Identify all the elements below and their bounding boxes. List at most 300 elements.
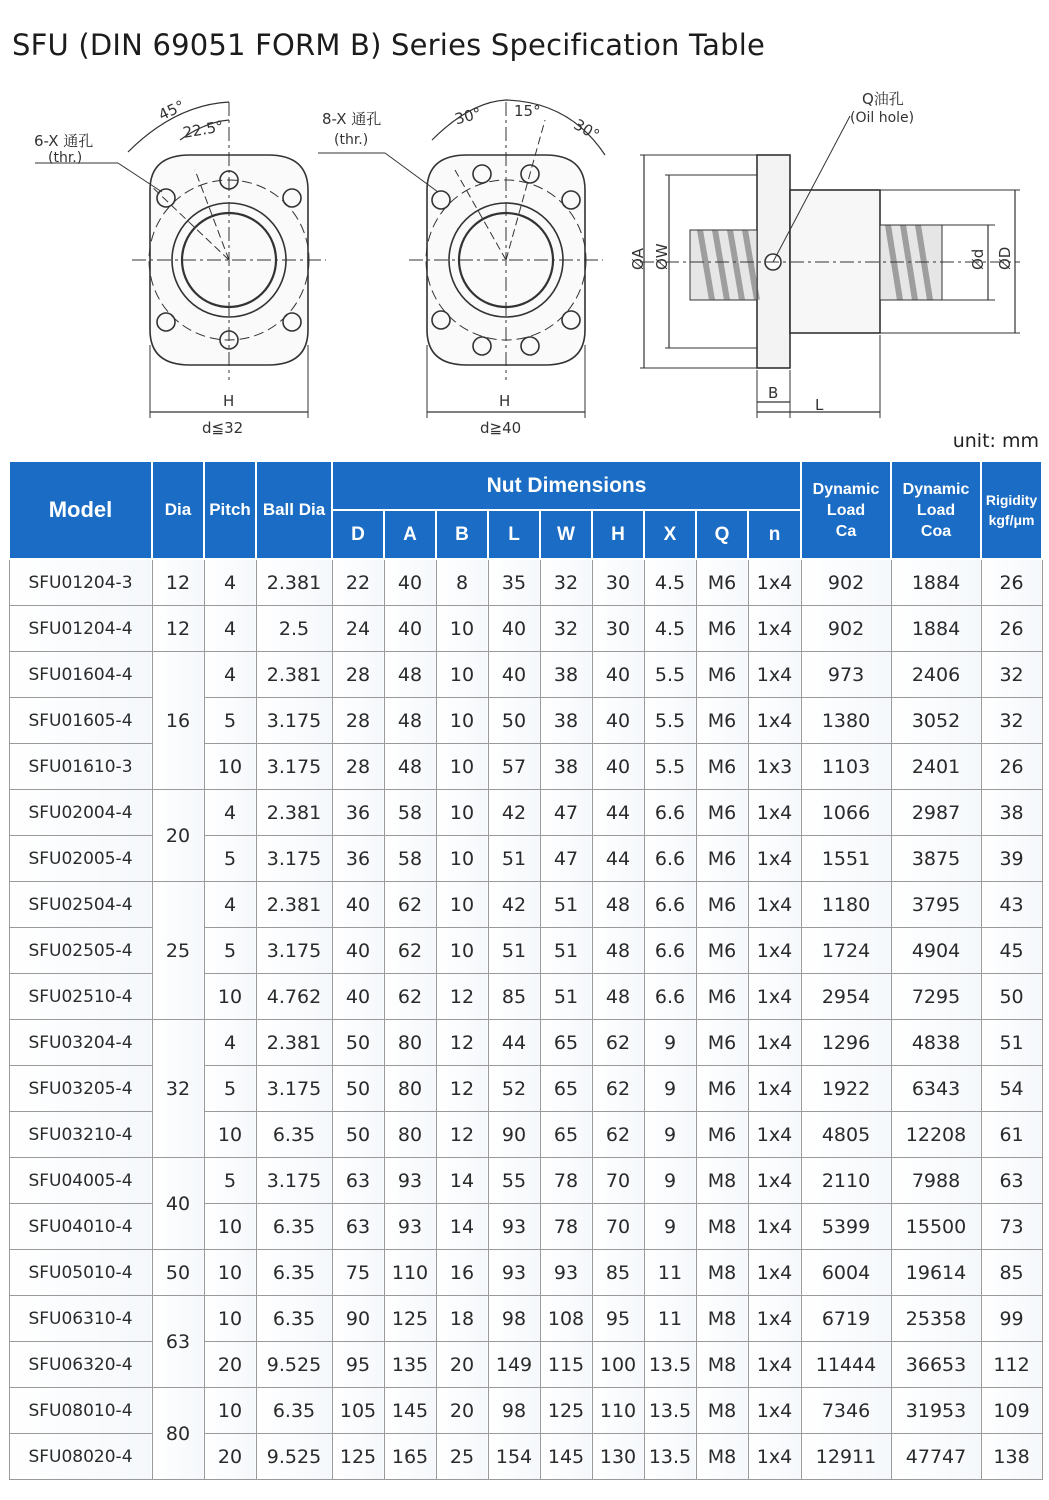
model-cell: SFU03205-4: [9, 1066, 152, 1112]
nut-n-cell: 1x4: [748, 1066, 801, 1112]
model-cell: SFU01604-4: [9, 652, 152, 698]
angle-label: 30°: [570, 115, 603, 145]
nut-a-cell: 135: [384, 1342, 436, 1388]
pitch-cell: 10: [204, 744, 256, 790]
nut-h-cell: 44: [592, 836, 644, 882]
dynamic-load-ca-cell: 902: [801, 559, 891, 606]
dia-cell: 20: [152, 790, 204, 882]
ball-dia-cell: 2.381: [256, 790, 332, 836]
pitch-cell: 10: [204, 1204, 256, 1250]
dia-cell: 63: [152, 1296, 204, 1388]
nut-w-cell: 125: [540, 1388, 592, 1434]
oil-hole-sub-label: (Oil hole): [850, 110, 915, 126]
dia-cell: 40: [152, 1158, 204, 1250]
nut-x-cell: 13.5: [644, 1342, 696, 1388]
condition-label: d≦32: [202, 419, 244, 437]
nut-q-cell: M8: [696, 1434, 748, 1480]
nut-b-cell: 12: [436, 1112, 488, 1158]
nut-h-cell: 48: [592, 928, 644, 974]
nut-l-cell: 52: [488, 1066, 540, 1112]
dynamic-load-coa-cell: 25358: [891, 1296, 981, 1342]
header-line: Dynamic: [812, 480, 880, 498]
nut-x-cell: 5.5: [644, 744, 696, 790]
dim-d-small-label: Ød: [969, 248, 987, 270]
dynamic-load-coa-cell: 2401: [891, 744, 981, 790]
dynamic-load-ca-cell: 6719: [801, 1296, 891, 1342]
nut-d-cell: 125: [332, 1434, 384, 1480]
nut-d-cell: 63: [332, 1158, 384, 1204]
table-row: [9, 652, 1042, 698]
nut-b-cell: 14: [436, 1158, 488, 1204]
width-label: H: [223, 392, 235, 410]
nut-a-cell: 40: [384, 606, 436, 652]
rigidity-cell: 99: [981, 1296, 1042, 1342]
dynamic-load-coa-cell: 2987: [891, 790, 981, 836]
nut-q-cell: M8: [696, 1158, 748, 1204]
ball-dia-cell: 6.35: [256, 1204, 332, 1250]
nut-h-cell: 62: [592, 1112, 644, 1158]
rigidity-cell: 38: [981, 790, 1042, 836]
nut-l-cell: 98: [488, 1296, 540, 1342]
pitch-cell: 5: [204, 1066, 256, 1112]
nut-w-cell: 145: [540, 1434, 592, 1480]
model-cell: SFU04010-4: [9, 1204, 152, 1250]
dia-cell: 12: [152, 606, 204, 652]
dynamic-load-ca-cell: 12911: [801, 1434, 891, 1480]
nut-q-cell: M6: [696, 1112, 748, 1158]
pitch-cell: 5: [204, 928, 256, 974]
nut-x-cell: 9: [644, 1066, 696, 1112]
nut-q-cell: M6: [696, 790, 748, 836]
rigidity-cell: 26: [981, 744, 1042, 790]
ball-dia-cell: 2.381: [256, 882, 332, 928]
nut-n-cell: 1x4: [748, 652, 801, 698]
nut-w-cell: 47: [540, 790, 592, 836]
nut-x-cell: 9: [644, 1204, 696, 1250]
header-nut-col: B: [436, 510, 488, 559]
model-cell: SFU02510-4: [9, 974, 152, 1020]
dia-cell: 80: [152, 1388, 204, 1480]
nut-n-cell: 1x4: [748, 836, 801, 882]
nut-w-cell: 108: [540, 1296, 592, 1342]
dynamic-load-coa-cell: 31953: [891, 1388, 981, 1434]
dynamic-load-coa-cell: 15500: [891, 1204, 981, 1250]
nut-q-cell: M6: [696, 882, 748, 928]
dynamic-load-ca-cell: 1296: [801, 1020, 891, 1066]
model-cell: SFU02004-4: [9, 790, 152, 836]
nut-h-cell: 110: [592, 1388, 644, 1434]
header-line: Dynamic: [902, 480, 970, 498]
rigidity-cell: 26: [981, 559, 1042, 606]
nut-q-cell: M6: [696, 1066, 748, 1112]
nut-h-cell: 70: [592, 1204, 644, 1250]
header-nut-col: D: [332, 510, 384, 559]
dia-cell: 50: [152, 1250, 204, 1296]
header-line: kgf/μm: [988, 512, 1035, 528]
pitch-cell: 4: [204, 790, 256, 836]
header-line: Rigidity: [985, 492, 1038, 508]
rigidity-cell: 50: [981, 974, 1042, 1020]
pitch-cell: 5: [204, 836, 256, 882]
nut-b-cell: 20: [436, 1342, 488, 1388]
model-cell: SFU03210-4: [9, 1112, 152, 1158]
pitch-cell: 20: [204, 1342, 256, 1388]
nut-a-cell: 125: [384, 1296, 436, 1342]
ball-dia-cell: 6.35: [256, 1296, 332, 1342]
nut-n-cell: 1x4: [748, 928, 801, 974]
nut-h-cell: 40: [592, 698, 644, 744]
rigidity-cell: 112: [981, 1342, 1042, 1388]
nut-b-cell: 18: [436, 1296, 488, 1342]
nut-d-cell: 28: [332, 652, 384, 698]
nut-d-cell: 36: [332, 836, 384, 882]
nut-d-cell: 40: [332, 928, 384, 974]
nut-x-cell: 9: [644, 1158, 696, 1204]
nut-x-cell: 11: [644, 1296, 696, 1342]
table-row: [9, 1020, 1042, 1066]
header-dynamic-load-coa: [891, 461, 981, 559]
nut-b-cell: 10: [436, 698, 488, 744]
rigidity-cell: 39: [981, 836, 1042, 882]
nut-h-cell: 48: [592, 882, 644, 928]
nut-a-cell: 62: [384, 974, 436, 1020]
dim-l-label: L: [815, 396, 824, 414]
nut-l-cell: 57: [488, 744, 540, 790]
dynamic-load-coa-cell: 4838: [891, 1020, 981, 1066]
rigidity-cell: 138: [981, 1434, 1042, 1480]
nut-l-cell: 98: [488, 1388, 540, 1434]
condition-label: d≧40: [480, 419, 522, 437]
nut-d-cell: 22: [332, 559, 384, 606]
header-model: Model: [9, 461, 152, 559]
pitch-cell: 20: [204, 1434, 256, 1480]
nut-q-cell: M6: [696, 606, 748, 652]
nut-n-cell: 1x4: [748, 1434, 801, 1480]
nut-a-cell: 48: [384, 744, 436, 790]
nut-b-cell: 10: [436, 928, 488, 974]
nut-l-cell: 154: [488, 1434, 540, 1480]
nut-w-cell: 51: [540, 928, 592, 974]
nut-q-cell: M6: [696, 928, 748, 974]
header-pitch: Pitch: [204, 461, 256, 559]
ball-dia-cell: 9.525: [256, 1342, 332, 1388]
angle-label: 30°: [452, 104, 484, 129]
dynamic-load-ca-cell: 11444: [801, 1342, 891, 1388]
nut-n-cell: 1x4: [748, 1296, 801, 1342]
nut-h-cell: 30: [592, 559, 644, 606]
nut-x-cell: 5.5: [644, 652, 696, 698]
nut-q-cell: M6: [696, 1020, 748, 1066]
nut-l-cell: 40: [488, 606, 540, 652]
nut-w-cell: 93: [540, 1250, 592, 1296]
nut-n-cell: 1x4: [748, 559, 801, 606]
nut-q-cell: M6: [696, 698, 748, 744]
nut-h-cell: 30: [592, 606, 644, 652]
nut-q-cell: M8: [696, 1296, 748, 1342]
pitch-cell: 4: [204, 606, 256, 652]
nut-x-cell: 6.6: [644, 974, 696, 1020]
nut-w-cell: 78: [540, 1204, 592, 1250]
rigidity-cell: 61: [981, 1112, 1042, 1158]
rigidity-cell: 73: [981, 1204, 1042, 1250]
ball-dia-cell: 3.175: [256, 1066, 332, 1112]
nut-w-cell: 38: [540, 698, 592, 744]
nut-w-cell: 32: [540, 559, 592, 606]
dynamic-load-coa-cell: 1884: [891, 606, 981, 652]
dim-b-label: B: [768, 384, 779, 402]
nut-l-cell: 42: [488, 882, 540, 928]
model-cell: SFU04005-4: [9, 1158, 152, 1204]
header-nut-col: n: [748, 510, 801, 559]
nut-l-cell: 42: [488, 790, 540, 836]
nut-w-cell: 51: [540, 882, 592, 928]
nut-n-cell: 1x4: [748, 790, 801, 836]
nut-l-cell: 44: [488, 1020, 540, 1066]
rigidity-cell: 51: [981, 1020, 1042, 1066]
dynamic-load-coa-cell: 7988: [891, 1158, 981, 1204]
nut-x-cell: 9: [644, 1112, 696, 1158]
angle-label: 22.5°: [181, 117, 225, 142]
nut-q-cell: M6: [696, 559, 748, 606]
model-cell: SFU01204-3: [9, 559, 152, 606]
nut-n-cell: 1x4: [748, 606, 801, 652]
nut-d-cell: 50: [332, 1066, 384, 1112]
dynamic-load-ca-cell: 1922: [801, 1066, 891, 1112]
ball-dia-cell: 3.175: [256, 836, 332, 882]
nut-q-cell: M8: [696, 1342, 748, 1388]
pitch-cell: 4: [204, 652, 256, 698]
table-row: [9, 1296, 1042, 1342]
header-dynamic-load-ca: [801, 461, 891, 559]
nut-x-cell: 13.5: [644, 1434, 696, 1480]
angle-label: 15°: [514, 102, 541, 120]
nut-n-cell: 1x3: [748, 744, 801, 790]
nut-x-cell: 6.6: [644, 928, 696, 974]
nut-l-cell: 51: [488, 836, 540, 882]
nut-a-cell: 48: [384, 698, 436, 744]
dynamic-load-coa-cell: 3052: [891, 698, 981, 744]
model-cell: SFU06310-4: [9, 1296, 152, 1342]
nut-q-cell: M6: [696, 744, 748, 790]
table-row: [9, 1250, 1042, 1296]
header-nut-col: H: [592, 510, 644, 559]
ball-dia-cell: 2.5: [256, 606, 332, 652]
pitch-cell: 10: [204, 1112, 256, 1158]
nut-side-view: [640, 116, 1020, 418]
nut-d-cell: 50: [332, 1112, 384, 1158]
nut-l-cell: 50: [488, 698, 540, 744]
nut-x-cell: 6.6: [644, 836, 696, 882]
nut-a-cell: 145: [384, 1388, 436, 1434]
table-row: [9, 559, 1042, 606]
nut-a-cell: 80: [384, 1112, 436, 1158]
nut-d-cell: 105: [332, 1388, 384, 1434]
header-nut-col: X: [644, 510, 696, 559]
nut-q-cell: M6: [696, 836, 748, 882]
table-row: [9, 1158, 1042, 1204]
model-cell: SFU08020-4: [9, 1434, 152, 1480]
nut-w-cell: 47: [540, 836, 592, 882]
nut-n-cell: 1x4: [748, 1158, 801, 1204]
nut-w-cell: 115: [540, 1342, 592, 1388]
dynamic-load-coa-cell: 12208: [891, 1112, 981, 1158]
nut-d-cell: 40: [332, 974, 384, 1020]
nut-h-cell: 62: [592, 1020, 644, 1066]
dynamic-load-coa-cell: 7295: [891, 974, 981, 1020]
nut-n-cell: 1x4: [748, 1204, 801, 1250]
nut-l-cell: 55: [488, 1158, 540, 1204]
dynamic-load-coa-cell: 47747: [891, 1434, 981, 1480]
model-cell: SFU01605-4: [9, 698, 152, 744]
nut-a-cell: 48: [384, 652, 436, 698]
ball-dia-cell: 3.175: [256, 1158, 332, 1204]
header-line: Coa: [920, 522, 952, 540]
rigidity-cell: 45: [981, 928, 1042, 974]
nut-a-cell: 165: [384, 1434, 436, 1480]
nut-a-cell: 40: [384, 559, 436, 606]
dia-cell: 16: [152, 652, 204, 790]
dynamic-load-ca-cell: 2110: [801, 1158, 891, 1204]
nut-n-cell: 1x4: [748, 1020, 801, 1066]
header-ball-dia: Ball Dia: [256, 461, 332, 559]
ball-dia-cell: 3.175: [256, 744, 332, 790]
angle-label: 45°: [155, 96, 188, 125]
dynamic-load-coa-cell: 19614: [891, 1250, 981, 1296]
pitch-cell: 5: [204, 1158, 256, 1204]
dynamic-load-coa-cell: 6343: [891, 1066, 981, 1112]
rigidity-cell: 54: [981, 1066, 1042, 1112]
nut-d-cell: 36: [332, 790, 384, 836]
nut-b-cell: 10: [436, 606, 488, 652]
header-nut-col: L: [488, 510, 540, 559]
nut-b-cell: 10: [436, 882, 488, 928]
pitch-cell: 4: [204, 559, 256, 606]
nut-b-cell: 12: [436, 1066, 488, 1112]
technical-drawings: [0, 80, 1049, 450]
header-line: Ca: [835, 522, 857, 540]
nut-b-cell: 10: [436, 836, 488, 882]
rigidity-cell: 32: [981, 652, 1042, 698]
dynamic-load-ca-cell: 1724: [801, 928, 891, 974]
nut-d-cell: 28: [332, 698, 384, 744]
ball-dia-cell: 2.381: [256, 652, 332, 698]
nut-h-cell: 40: [592, 744, 644, 790]
ball-dia-cell: 3.175: [256, 928, 332, 974]
dynamic-load-ca-cell: 1066: [801, 790, 891, 836]
pitch-cell: 10: [204, 1250, 256, 1296]
header-rigidity: [981, 461, 1042, 559]
ball-dia-cell: 3.175: [256, 698, 332, 744]
nut-l-cell: 90: [488, 1112, 540, 1158]
nut-q-cell: M8: [696, 1250, 748, 1296]
table-row: [9, 1388, 1042, 1434]
nut-a-cell: 62: [384, 882, 436, 928]
nut-h-cell: 40: [592, 652, 644, 698]
nut-b-cell: 10: [436, 652, 488, 698]
header-line: Load: [826, 501, 866, 519]
width-label: H: [499, 392, 511, 410]
rigidity-cell: 43: [981, 882, 1042, 928]
dynamic-load-ca-cell: 7346: [801, 1388, 891, 1434]
table-row: [9, 882, 1042, 928]
dynamic-load-ca-cell: 2954: [801, 974, 891, 1020]
dynamic-load-ca-cell: 973: [801, 652, 891, 698]
dia-cell: 32: [152, 1020, 204, 1158]
model-cell: SFU03204-4: [9, 1020, 152, 1066]
nut-h-cell: 70: [592, 1158, 644, 1204]
hole-label: 8-X 通孔: [322, 110, 382, 128]
nut-l-cell: 35: [488, 559, 540, 606]
pitch-cell: 10: [204, 1296, 256, 1342]
nut-x-cell: 13.5: [644, 1388, 696, 1434]
nut-w-cell: 65: [540, 1020, 592, 1066]
nut-b-cell: 14: [436, 1204, 488, 1250]
dynamic-load-ca-cell: 1180: [801, 882, 891, 928]
ball-dia-cell: 4.762: [256, 974, 332, 1020]
nut-b-cell: 12: [436, 974, 488, 1020]
nut-w-cell: 32: [540, 606, 592, 652]
hole-sub-label: (thr.): [48, 150, 83, 166]
nut-n-cell: 1x4: [748, 1388, 801, 1434]
header-nut-col: W: [540, 510, 592, 559]
header-line: Load: [916, 501, 956, 519]
nut-n-cell: 1x4: [748, 882, 801, 928]
nut-b-cell: 25: [436, 1434, 488, 1480]
nut-b-cell: 16: [436, 1250, 488, 1296]
ball-dia-cell: 6.35: [256, 1250, 332, 1296]
dynamic-load-ca-cell: 1103: [801, 744, 891, 790]
nut-h-cell: 85: [592, 1250, 644, 1296]
pitch-cell: 10: [204, 974, 256, 1020]
nut-a-cell: 58: [384, 836, 436, 882]
nut-l-cell: 149: [488, 1342, 540, 1388]
nut-h-cell: 95: [592, 1296, 644, 1342]
nut-d-cell: 95: [332, 1342, 384, 1388]
header-nut-col: Q: [696, 510, 748, 559]
nut-b-cell: 8: [436, 559, 488, 606]
dynamic-load-ca-cell: 5399: [801, 1204, 891, 1250]
nut-h-cell: 44: [592, 790, 644, 836]
dynamic-load-ca-cell: 902: [801, 606, 891, 652]
nut-w-cell: 78: [540, 1158, 592, 1204]
nut-d-cell: 50: [332, 1020, 384, 1066]
nut-l-cell: 40: [488, 652, 540, 698]
rigidity-cell: 85: [981, 1250, 1042, 1296]
nut-a-cell: 80: [384, 1066, 436, 1112]
pitch-cell: 4: [204, 1020, 256, 1066]
dynamic-load-ca-cell: 1551: [801, 836, 891, 882]
model-cell: SFU01610-3: [9, 744, 152, 790]
nut-n-cell: 1x4: [748, 1112, 801, 1158]
header-nut-col: A: [384, 510, 436, 559]
nut-w-cell: 65: [540, 1066, 592, 1112]
nut-q-cell: M8: [696, 1204, 748, 1250]
dynamic-load-ca-cell: 4805: [801, 1112, 891, 1158]
pitch-cell: 4: [204, 882, 256, 928]
nut-x-cell: 9: [644, 1020, 696, 1066]
model-cell: SFU02505-4: [9, 928, 152, 974]
oil-hole-label: Q油孔: [862, 90, 904, 108]
dynamic-load-coa-cell: 1884: [891, 559, 981, 606]
dia-cell: 12: [152, 559, 204, 606]
nut-x-cell: 6.6: [644, 882, 696, 928]
nut-w-cell: 38: [540, 744, 592, 790]
nut-d-cell: 90: [332, 1296, 384, 1342]
ball-dia-cell: 2.381: [256, 559, 332, 606]
dynamic-load-ca-cell: 6004: [801, 1250, 891, 1296]
nut-n-cell: 1x4: [748, 1342, 801, 1388]
header-nut-dimensions: Nut Dimensions: [332, 461, 801, 510]
